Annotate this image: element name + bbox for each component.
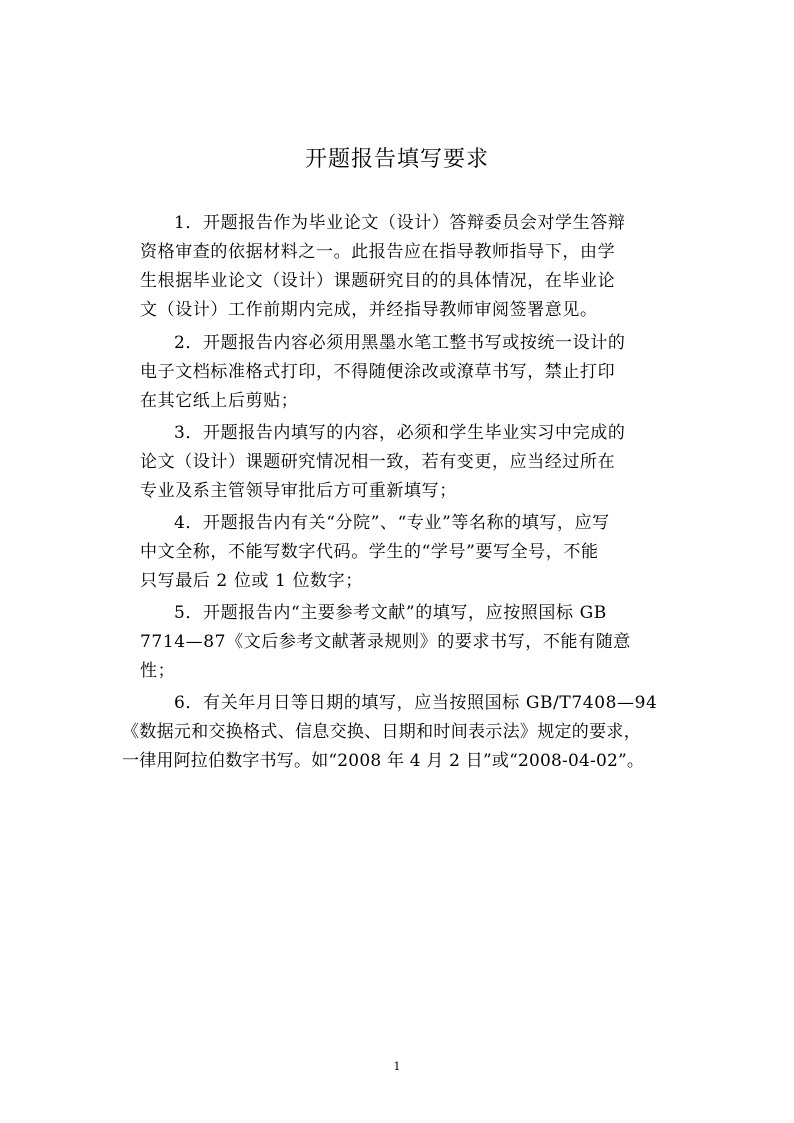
paragraph-5-line-2: 7714—87《文后参考文献著录规则》的要求书写，不能有随意 — [140, 632, 631, 652]
page-number: 1 — [393, 1060, 401, 1073]
paragraph-5-line-3: 性； — [140, 661, 176, 681]
paragraph-5-line-1: 5．开题报告内“主要参考文献”的填写，应按照国标 GB — [174, 603, 607, 623]
paragraph-3-line-1: 3．开题报告内填写的内容，必须和学生毕业实习中完成的 — [174, 423, 626, 443]
paragraph-2-line-3: 在其它纸上后剪贴； — [140, 391, 299, 411]
paragraph-1-line-4: 文（设计）工作前期内完成，并经指导教师审阅签署意见。 — [140, 300, 598, 320]
paragraph-1-line-3: 生根据毕业论文（设计）课题研究目的的具体情况，在毕业论 — [140, 271, 616, 291]
paragraph-2-line-2: 电子文档标准格式打印，不得随便涂改或潦草书写，禁止打印 — [140, 362, 616, 382]
paragraph-3-line-2: 论文（设计）课题研究情况相一致，若有变更，应当经过所在 — [140, 452, 616, 472]
paragraph-6-line-3: 一律用阿拉伯数字书写。如“2008 年 4 月 2 日”或“2008-04-02”。 — [122, 751, 645, 771]
page-title: 开题报告填写要求 — [304, 147, 489, 172]
paragraph-4-line-3: 只写最后 2 位或 1 位数字； — [140, 571, 363, 591]
paragraph-4-line-2: 中文全称，不能写数字代码。学生的“学号”要写全号，不能 — [140, 542, 599, 562]
paragraph-1-line-1: 1．开题报告作为毕业论文（设计）答辩委员会对学生答辩 — [174, 213, 626, 233]
paragraph-6-line-1: 6．有关年月日等日期的填写，应当按照国标 GB/T7408—94 — [174, 693, 658, 713]
paragraph-6-line-2: 《数据元和交换格式、信息交换、日期和时间表示法》规定的要求， — [122, 722, 641, 742]
paragraph-1-line-2: 资格审查的依据材料之一。此报告应在指导教师指导下，由学 — [140, 242, 616, 262]
paragraph-3-line-3: 专业及系主管领导审批后方可重新填写； — [140, 481, 457, 501]
paragraph-4-line-1: 4．开题报告内有关“分院”、“专业”等名称的填写，应写 — [174, 513, 610, 533]
paragraph-2-line-1: 2．开题报告内容必须用黑墨水笔工整书写或按统一设计的 — [174, 333, 626, 353]
